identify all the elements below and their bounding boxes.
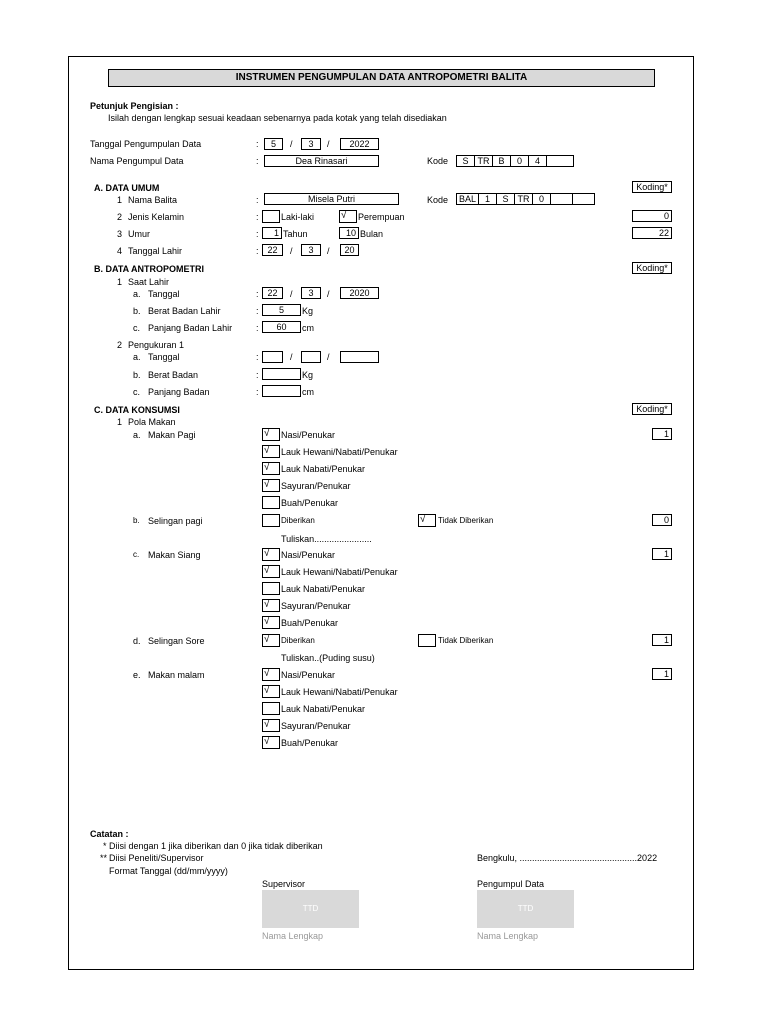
diberikan-label: Diberikan xyxy=(281,636,315,645)
nama-balita-label: Nama Balita xyxy=(128,195,178,205)
malam-food-checkbox[interactable] xyxy=(262,736,280,749)
colon: : xyxy=(256,195,259,205)
perempuan-label: Perempuan xyxy=(358,212,405,222)
lahir-month-field[interactable]: 3 xyxy=(301,244,321,256)
birth-month-field[interactable]: 3 xyxy=(301,287,321,299)
balita-code-cell[interactable] xyxy=(550,193,573,205)
collector-code-cell[interactable]: 0 xyxy=(510,155,529,167)
collection-day-field[interactable]: 5 xyxy=(264,138,283,150)
pagi-food-label: Buah/Penukar xyxy=(281,498,339,508)
koding-label: Koding* xyxy=(632,262,672,274)
check-mark-icon: √ xyxy=(264,599,270,610)
collection-year-field[interactable]: 2022 xyxy=(340,138,379,150)
tidak-diberikan-label: Tidak Diberikan xyxy=(438,516,494,525)
date-separator: / xyxy=(327,289,330,299)
check-mark-icon: √ xyxy=(264,668,270,679)
colon: : xyxy=(256,156,259,166)
supervisor-signature-box[interactable]: TTD xyxy=(262,890,359,928)
tidak-diberikan-label: Tidak Diberikan xyxy=(438,636,494,645)
catatan-heading: Catatan : xyxy=(90,829,129,839)
selingan-pagi-tuliskan[interactable]: Tuliskan....................... xyxy=(281,534,372,544)
berat-badan-field[interactable] xyxy=(262,368,301,380)
colon: : xyxy=(256,306,259,316)
item-number: 2 xyxy=(117,212,123,222)
check-mark-icon: √ xyxy=(341,210,347,221)
note-2: Diisi Peneliti/Supervisor xyxy=(109,853,204,863)
siang-food-checkbox[interactable] xyxy=(262,548,280,561)
colon: : xyxy=(256,370,259,380)
kg-unit: Kg xyxy=(302,306,314,316)
date-separator: / xyxy=(290,246,293,256)
pengumpul-name[interactable]: Nama Lengkap xyxy=(477,931,539,941)
check-mark-icon: √ xyxy=(264,548,270,559)
check-mark-icon: √ xyxy=(264,719,270,730)
umur-tahun-field[interactable]: 1 xyxy=(262,227,282,239)
makan-malam-code[interactable]: 1 xyxy=(652,668,672,680)
section-b-heading: B. DATA ANTROPOMETRI xyxy=(94,264,204,274)
check-mark-icon: √ xyxy=(264,462,270,473)
makan-pagi-code[interactable]: 1 xyxy=(652,428,672,440)
jenis-kelamin-label: Jenis Kelamin xyxy=(128,212,185,222)
item-number: 4 xyxy=(117,246,123,256)
collector-label: Nama Pengumpul Data xyxy=(90,156,184,166)
item-letter: b. xyxy=(133,516,140,525)
makan-siang-label: Makan Siang xyxy=(148,550,201,560)
collector-code-cell[interactable] xyxy=(546,155,574,167)
date-separator: / xyxy=(290,352,293,362)
siang-food-label: Lauk Hewani/Nabati/Penukar xyxy=(281,567,398,577)
date-separator: / xyxy=(290,289,293,299)
selingan-pagi-label: Selingan pagi xyxy=(148,516,203,526)
kg-unit: Kg xyxy=(302,370,314,380)
check-mark-icon: √ xyxy=(264,445,270,456)
item-letter: a. xyxy=(133,289,141,299)
selingan-sore-tuliskan[interactable]: Tuliskan..(Puding susu) xyxy=(281,653,375,663)
koding-label: Koding* xyxy=(632,403,672,415)
bulan-label: Bulan xyxy=(360,229,384,239)
supervisor-name[interactable]: Nama Lengkap xyxy=(262,931,324,941)
collector-code-cell[interactable]: B xyxy=(492,155,511,167)
check-mark-icon: √ xyxy=(264,616,270,627)
pola-makan-label: Pola Makan xyxy=(128,417,176,427)
perempuan-checkbox[interactable] xyxy=(339,210,357,223)
tanggal-label: Tanggal xyxy=(148,289,180,299)
item-letter: c. xyxy=(133,387,141,397)
item-number: 1 xyxy=(117,195,123,205)
pagi-food-label: Lauk Hewani/Nabati/Penukar xyxy=(281,447,398,457)
pagi-food-checkbox[interactable] xyxy=(262,428,280,441)
laki-laki-checkbox[interactable] xyxy=(262,210,280,223)
item-letter: d. xyxy=(133,636,141,646)
makan-pagi-label: Makan Pagi xyxy=(148,430,196,440)
saat-lahir-label: Saat Lahir xyxy=(128,277,170,287)
selingan-sore-code[interactable]: 1 xyxy=(652,634,672,646)
malam-food-label: Sayuran/Penukar xyxy=(281,721,351,731)
item-letter: b. xyxy=(133,370,141,380)
check-mark-icon: √ xyxy=(264,685,270,696)
malam-food-label: Lauk Hewani/Nabati/Penukar xyxy=(281,687,398,697)
petunjuk-heading: Petunjuk Pengisian : xyxy=(90,101,179,111)
berat-badan-label: Berat Badan xyxy=(148,370,199,380)
malam-food-label: Lauk Nabati/Penukar xyxy=(281,704,366,714)
siang-food-checkbox[interactable] xyxy=(262,582,280,595)
pagi-food-checkbox[interactable] xyxy=(262,445,280,458)
siang-food-label: Buah/Penukar xyxy=(281,618,339,628)
panjang-badan-lahir-label: Panjang Badan Lahir xyxy=(148,323,233,333)
section-a-heading: A. DATA UMUM xyxy=(94,183,160,193)
selingan-sore-diberikan-checkbox[interactable] xyxy=(262,634,280,647)
collector-code-label: Kode xyxy=(427,156,449,166)
makan-malam-label: Makan malam xyxy=(148,670,205,680)
item-number: 3 xyxy=(117,229,123,239)
check-mark-icon: √ xyxy=(264,428,270,439)
place-date[interactable]: Bengkulu, ...............................................2022 xyxy=(477,853,658,863)
pagi-food-checkbox[interactable] xyxy=(262,479,280,492)
item-letter: b. xyxy=(133,306,141,316)
collection-month-field[interactable]: 3 xyxy=(301,138,321,150)
pagi-food-label: Sayuran/Penukar xyxy=(281,481,351,491)
note-marker: * xyxy=(103,841,107,851)
pagi-food-checkbox[interactable] xyxy=(262,462,280,475)
item-letter: a. xyxy=(133,352,141,362)
colon: : xyxy=(256,387,259,397)
malam-food-checkbox[interactable] xyxy=(262,685,280,698)
balita-code-cell[interactable] xyxy=(572,193,595,205)
pagi-food-label: Nasi/Penukar xyxy=(281,430,336,440)
malam-food-checkbox[interactable] xyxy=(262,668,280,681)
supervisor-label: Supervisor xyxy=(262,879,306,889)
section-c-heading: C. DATA KONSUMSI xyxy=(94,405,180,415)
jenis-kelamin-code[interactable]: 0 xyxy=(632,210,672,222)
item-letter: c. xyxy=(133,550,140,559)
siang-food-checkbox[interactable] xyxy=(262,599,280,612)
item-letter: a. xyxy=(133,430,141,440)
note-1: Diisi dengan 1 jika diberikan dan 0 jika tidak diberikan xyxy=(109,841,323,851)
balita-code-cell[interactable]: TR xyxy=(514,193,533,205)
malam-food-checkbox[interactable] xyxy=(262,702,280,715)
makan-siang-code[interactable]: 1 xyxy=(652,548,672,560)
collector-code-cell[interactable]: S xyxy=(456,155,475,167)
koding-label: Koding* xyxy=(632,181,672,193)
collector-name-field[interactable]: Dea Rinasari xyxy=(264,155,379,167)
balita-code-cell[interactable]: 0 xyxy=(532,193,551,205)
siang-food-label: Sayuran/Penukar xyxy=(281,601,351,611)
check-mark-icon: √ xyxy=(264,634,270,645)
umur-label: Umur xyxy=(128,229,150,239)
colon: : xyxy=(256,212,259,222)
siang-food-checkbox[interactable] xyxy=(262,616,280,629)
colon: : xyxy=(256,246,259,256)
check-mark-icon: √ xyxy=(264,565,270,576)
balita-code-cell[interactable]: BAL xyxy=(456,193,479,205)
pengumpul-signature-box[interactable]: TTD xyxy=(477,890,574,928)
pengukuran-label: Pengukuran 1 xyxy=(128,340,185,350)
colon: : xyxy=(256,352,259,362)
note-marker: ** xyxy=(100,853,108,863)
pengumpul-label: Pengumpul Data xyxy=(477,879,545,889)
measure-day-field[interactable] xyxy=(262,351,283,363)
laki-laki-label: Laki-laki xyxy=(281,212,315,222)
selingan-pagi-diberikan-checkbox[interactable] xyxy=(262,514,280,527)
umur-code[interactable]: 22 xyxy=(632,227,672,239)
item-number: 1 xyxy=(117,277,123,287)
malam-food-label: Nasi/Penukar xyxy=(281,670,336,680)
date-format-note: Format Tanggal (dd/mm/yyyy) xyxy=(109,866,228,876)
item-number: 2 xyxy=(117,340,123,350)
balita-code-cell[interactable]: S xyxy=(496,193,515,205)
tanggal-lahir-label: Tanggal Lahir xyxy=(128,246,183,256)
colon: : xyxy=(256,139,259,149)
siang-food-label: Nasi/Penukar xyxy=(281,550,336,560)
selingan-pagi-code[interactable]: 0 xyxy=(652,514,672,526)
berat-badan-lahir-label: Berat Badan Lahir xyxy=(148,306,221,316)
selingan-sore-tidak-checkbox[interactable] xyxy=(418,634,436,647)
umur-bulan-field[interactable]: 10 xyxy=(339,227,359,239)
panjang-badan-label: Panjang Badan xyxy=(148,387,210,397)
check-mark-icon: √ xyxy=(264,479,270,490)
pagi-food-label: Lauk Nabati/Penukar xyxy=(281,464,366,474)
panjang-badan-field[interactable] xyxy=(262,385,301,397)
date-separator: / xyxy=(290,139,293,149)
measure-year-field[interactable] xyxy=(340,351,379,363)
panjang-badan-lahir-field[interactable]: 60 xyxy=(262,321,301,333)
date-separator: / xyxy=(327,139,330,149)
item-number: 1 xyxy=(117,417,123,427)
lahir-year-field[interactable]: 20 xyxy=(340,244,359,256)
pagi-food-checkbox[interactable] xyxy=(262,496,280,509)
check-mark-icon: √ xyxy=(264,736,270,747)
berat-badan-lahir-field[interactable]: 5 xyxy=(262,304,301,316)
selingan-sore-label: Selingan Sore xyxy=(148,636,205,646)
date-separator: / xyxy=(327,246,330,256)
cm-unit: cm xyxy=(302,387,314,397)
kode-label: Kode xyxy=(427,195,449,205)
malam-food-label: Buah/Penukar xyxy=(281,738,339,748)
diberikan-label: Diberikan xyxy=(281,516,315,525)
form-title: INSTRUMEN PENGUMPULAN DATA ANTROPOMETRI BALITA xyxy=(108,69,655,87)
collector-code-cell[interactable]: 4 xyxy=(528,155,547,167)
selingan-pagi-tidak-checkbox[interactable] xyxy=(418,514,436,527)
malam-food-checkbox[interactable] xyxy=(262,719,280,732)
siang-food-checkbox[interactable] xyxy=(262,565,280,578)
tanggal-label: Tanggal xyxy=(148,352,180,362)
balita-code-cell[interactable]: 1 xyxy=(478,193,497,205)
birth-year-field[interactable]: 2020 xyxy=(340,287,379,299)
lahir-day-field[interactable]: 22 xyxy=(262,244,283,256)
collector-code-cell[interactable]: TR xyxy=(474,155,493,167)
colon: : xyxy=(256,289,259,299)
check-mark-icon: √ xyxy=(420,514,426,525)
item-letter: c. xyxy=(133,323,141,333)
colon: : xyxy=(256,229,259,239)
collection-date-label: Tanggal Pengumpulan Data xyxy=(90,139,202,149)
colon: : xyxy=(256,323,259,333)
cm-unit: cm xyxy=(302,323,314,333)
measure-month-field[interactable] xyxy=(301,351,321,363)
petunjuk-text: Isilah dengan lengkap sesuai keadaan sebenarnya pada kotak yang telah disediakan xyxy=(108,113,447,123)
birth-day-field[interactable]: 22 xyxy=(262,287,283,299)
tahun-label: Tahun xyxy=(283,229,308,239)
date-separator: / xyxy=(327,352,330,362)
nama-balita-field[interactable]: Misela Putri xyxy=(264,193,399,205)
item-letter: e. xyxy=(133,670,141,680)
siang-food-label: Lauk Nabati/Penukar xyxy=(281,584,366,594)
